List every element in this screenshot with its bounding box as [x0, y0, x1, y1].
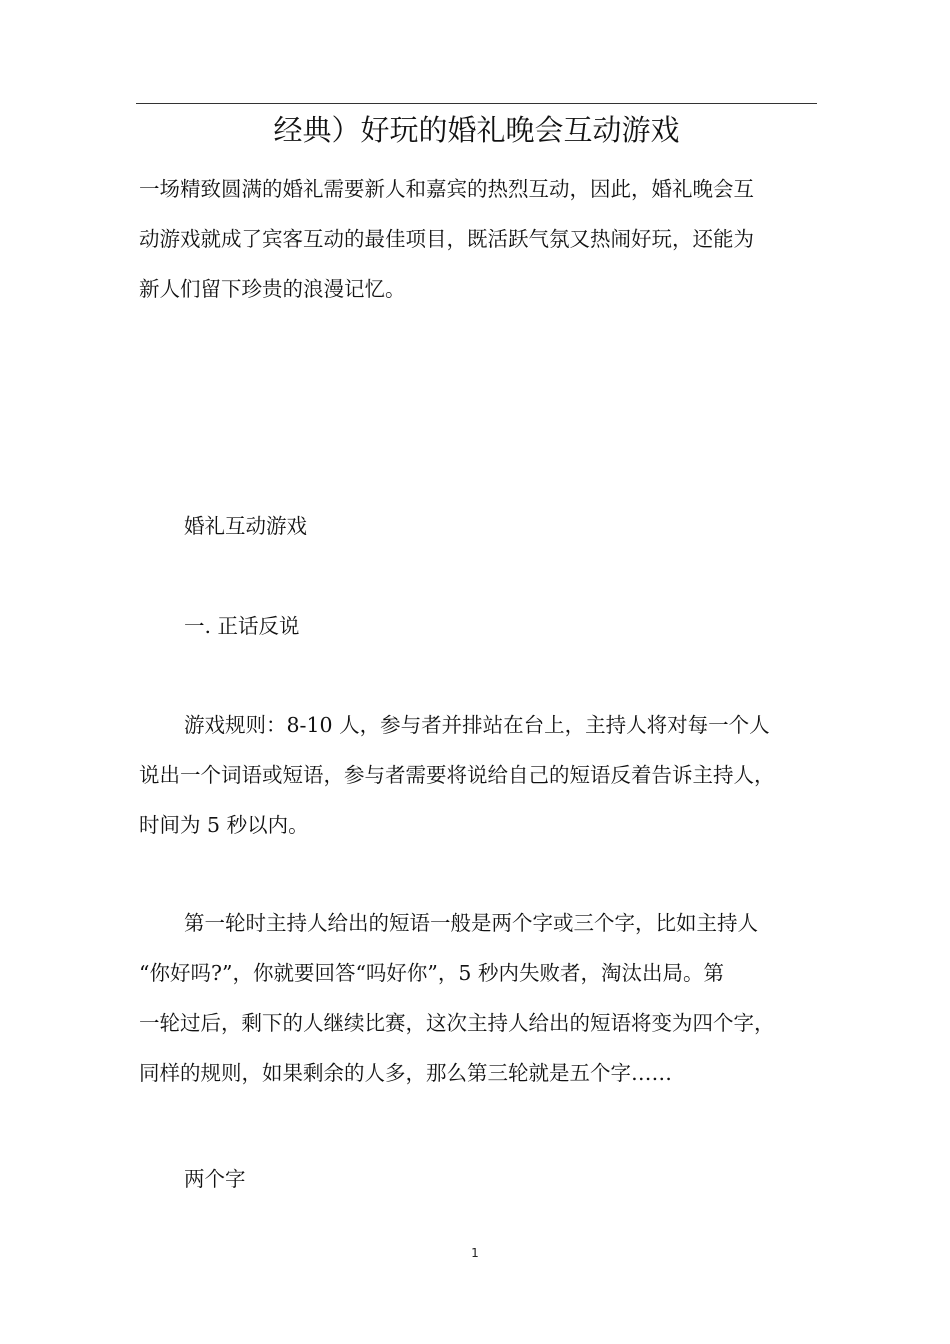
subheading-two-chars: 两个字 — [184, 1167, 246, 1191]
intro-line: 新人们留下珍贵的浪漫记忆。 — [139, 277, 406, 301]
rules-line: 时间为 5 秒以内。 — [139, 813, 309, 837]
intro-paragraph — [139, 164, 817, 314]
rules-line: 游戏规则：8-10 人，参与者并排站在台上，主持人将对每一个人 — [184, 713, 770, 737]
rules-paragraph — [139, 700, 817, 850]
header-rule — [136, 103, 817, 104]
document-title: 经典）好玩的婚礼晚会互动游戏 — [273, 113, 680, 147]
round-line: “你好吗?”，你就要回答“吗好你”，5 秒内失败者，淘汰出局。第 — [139, 961, 724, 985]
intro-line: 动游戏就成了宾客互动的最佳项目，既活跃气氛又热闹好玩，还能为 — [139, 227, 754, 251]
rules-line: 说出一个词语或短语，参与者需要将说给自己的短语反着告诉主持人， — [139, 763, 775, 787]
round-line: 第一轮时主持人给出的短语一般是两个字或三个字，比如主持人 — [184, 911, 758, 935]
section-heading: 婚礼互动游戏 — [184, 514, 307, 538]
round-line: 一轮过后，剩下的人继续比赛，这次主持人给出的短语将变为四个字， — [139, 1011, 775, 1035]
game-one-heading: 一. 正话反说 — [184, 614, 300, 638]
round-line: 同样的规则，如果剩余的人多，那么第三轮就是五个字…… — [139, 1061, 672, 1085]
round-description-paragraph — [139, 898, 817, 1098]
intro-line: 一场精致圆满的婚礼需要新人和嘉宾的热烈互动，因此，婚礼晚会互 — [139, 177, 754, 201]
page-number: 1 — [471, 1246, 479, 1260]
